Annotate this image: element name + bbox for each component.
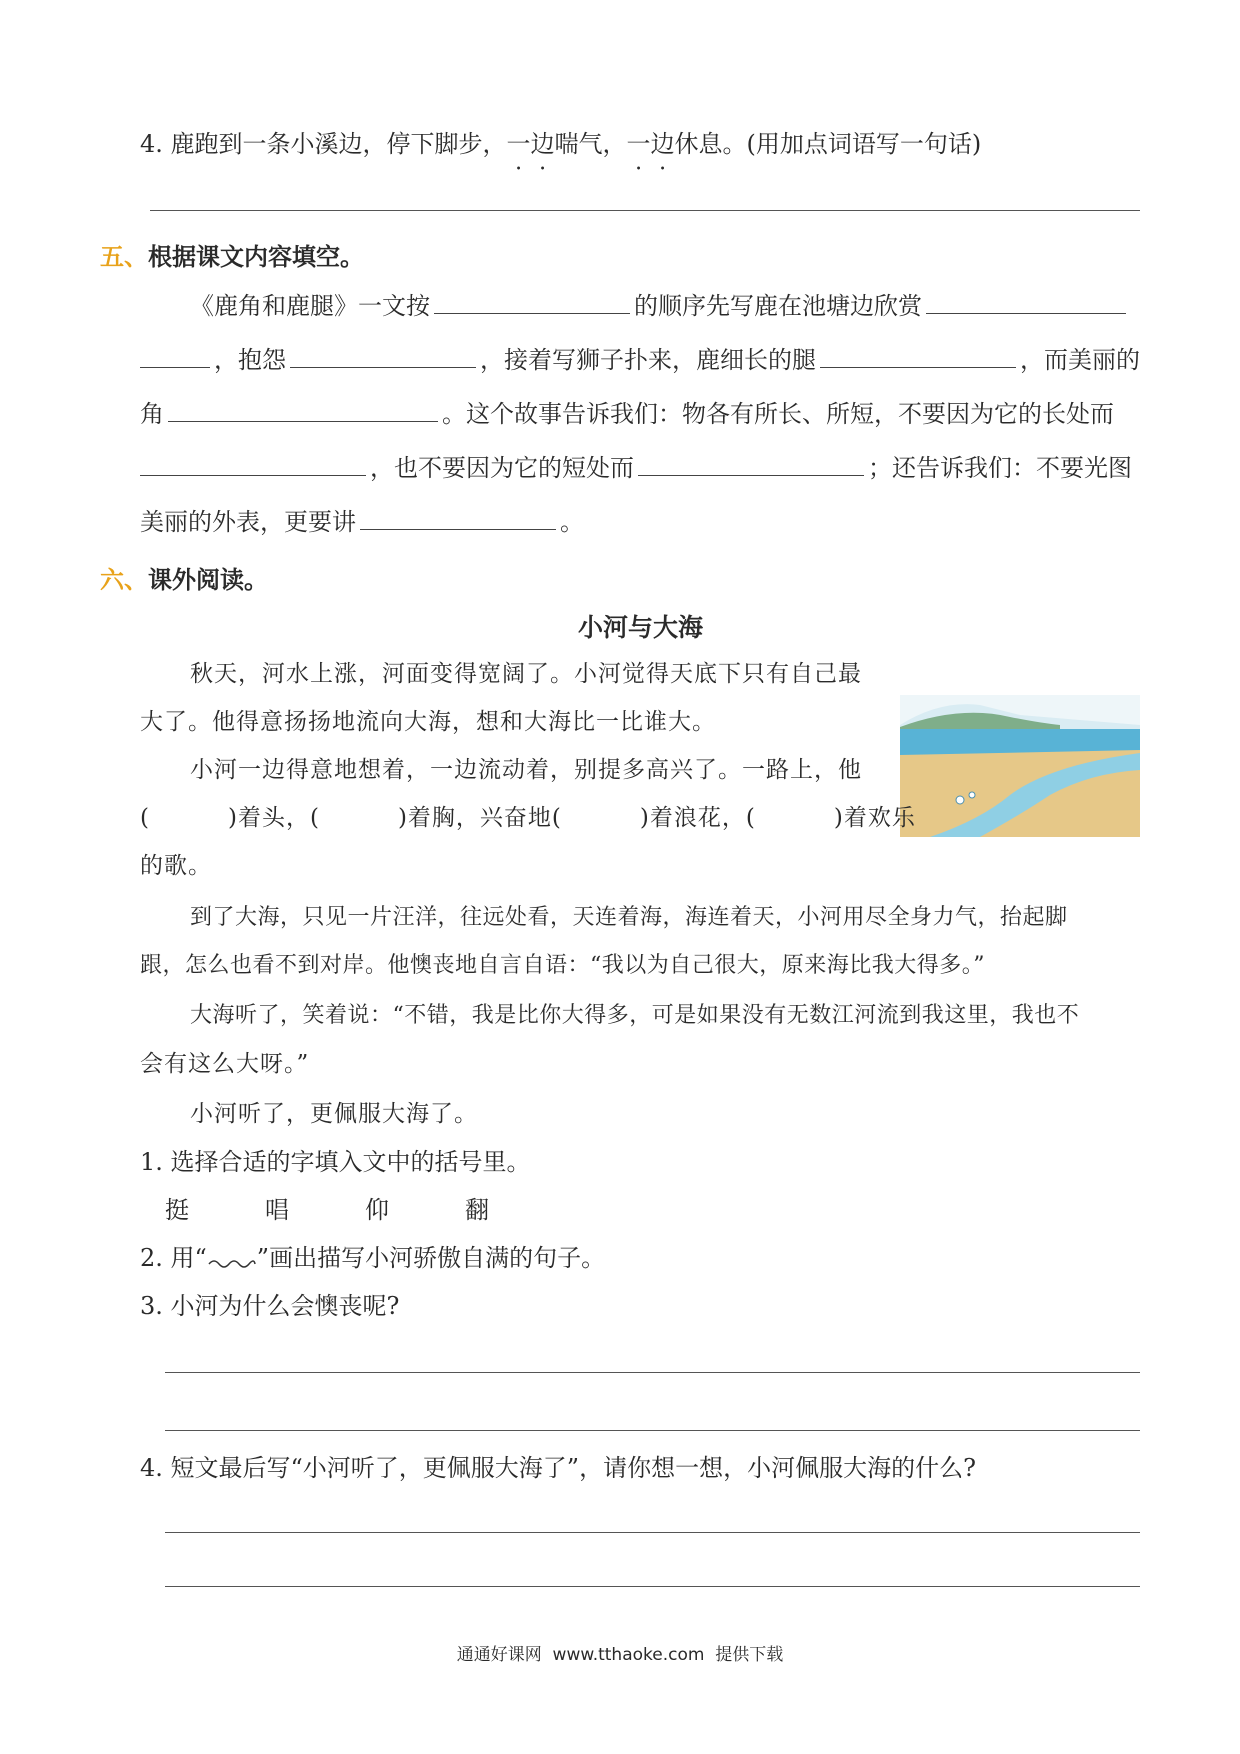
fill-line-1 bbox=[190, 290, 1130, 322]
answer-line[interactable] bbox=[165, 1430, 1140, 1431]
option-char[interactable]: 挺 bbox=[165, 1196, 189, 1224]
story-p2-line2 bbox=[140, 802, 916, 834]
q2-text: 2. 用“ bbox=[140, 1244, 207, 1272]
answer-line[interactable] bbox=[165, 1586, 1140, 1587]
fill-line-3 bbox=[140, 398, 1114, 430]
story-text: ( bbox=[140, 805, 150, 831]
fill-text: 角 bbox=[140, 400, 164, 428]
question-4: 4. 短文最后写“小河听了，更佩服大海了”，请你想一想，小河佩服大海的什么? bbox=[140, 1454, 976, 1482]
story-p5: 小河听了，更佩服大海了。 bbox=[190, 1101, 478, 1127]
q4-text-mid: 喘气， bbox=[554, 130, 627, 158]
fill-text: 美丽的外表，更要讲 bbox=[140, 508, 356, 536]
fill-blank[interactable] bbox=[140, 453, 366, 476]
story-p2-line3: 的歌。 bbox=[140, 853, 212, 879]
fill-text: ，而美丽的 bbox=[1020, 346, 1140, 374]
fill-blank[interactable] bbox=[360, 507, 556, 530]
story-p1-line1: 秋天，河水上涨，河面变得宽阔了。小河觉得天底下只有自己最 bbox=[190, 661, 862, 687]
q2-text: ”画出描写小河骄傲自满的句子。 bbox=[256, 1244, 606, 1272]
fill-blank[interactable] bbox=[926, 291, 1126, 314]
dotted-char: 一 bbox=[506, 130, 531, 158]
section-number: 六、 bbox=[100, 566, 148, 594]
answer-line[interactable] bbox=[150, 210, 1140, 211]
story-title: 小河与大海 bbox=[578, 613, 704, 642]
river-sea-illustration bbox=[900, 695, 1140, 837]
question-1: 1. 选择合适的字填入文中的括号里。 bbox=[140, 1148, 531, 1176]
fill-line-5 bbox=[140, 506, 584, 538]
footer-text: 通通好课网 www.tthaoke.com 提供下载 bbox=[456, 1645, 784, 1665]
section-5-heading bbox=[100, 237, 364, 272]
section-6-heading bbox=[100, 560, 268, 595]
prev-question-4 bbox=[140, 128, 981, 160]
fill-text: ；还告诉我们：不要光图 bbox=[868, 454, 1132, 482]
story-p4-line2: 会有这么大呀。” bbox=[140, 1051, 310, 1077]
fill-text: 的顺序先写鹿在池塘边欣赏 bbox=[634, 292, 922, 320]
fill-blank[interactable] bbox=[434, 291, 630, 314]
story-text: )着胸，兴奋地( bbox=[397, 805, 562, 831]
fill-blank[interactable] bbox=[290, 345, 476, 368]
fill-blank[interactable] bbox=[168, 399, 438, 422]
story-p2-line1: 小河一边得意地想着，一边流动着，别提多高兴了。一路上，他 bbox=[190, 757, 862, 783]
story-text: )着浪花，( bbox=[639, 805, 756, 831]
fill-text: 。 bbox=[560, 508, 584, 536]
story-p4-line1: 大海听了，笑着说：“不错，我是比你大得多，可是如果没有无数江河流到我这里，我也不 bbox=[190, 1003, 1080, 1028]
story-p3-line1: 到了大海，只见一片汪洋，往远处看，天连着海，海连着天，小河用尽全身力气，抬起脚 bbox=[190, 905, 1068, 930]
fill-text: ，也不要因为它的短处而 bbox=[370, 454, 634, 482]
q4-text-post: 休息。(用加点词语写一句话) bbox=[674, 130, 982, 158]
dotted-char: 边 bbox=[530, 130, 555, 158]
dotted-char: 边 bbox=[650, 130, 675, 158]
fill-text: 《鹿角和鹿腿》一文按 bbox=[190, 292, 430, 320]
option-char[interactable]: 仰 bbox=[365, 1196, 389, 1224]
section-number: 五、 bbox=[100, 243, 148, 271]
section-title: 根据课文内容填空。 bbox=[148, 243, 364, 271]
fill-line-4 bbox=[140, 452, 1132, 484]
fill-text: ，接着写狮子扑来，鹿细长的腿 bbox=[480, 346, 816, 374]
story-p3-line2: 跟，怎么也看不到对岸。他懊丧地自言自语：“我以为自己很大，原来海比我大得多。” bbox=[140, 953, 985, 978]
answer-line[interactable] bbox=[165, 1532, 1140, 1533]
option-char[interactable]: 唱 bbox=[265, 1196, 289, 1224]
section-title: 课外阅读。 bbox=[148, 566, 268, 594]
fill-blank[interactable] bbox=[820, 345, 1016, 368]
q1-options bbox=[165, 1194, 565, 1226]
fill-text: ，抱怨 bbox=[214, 346, 286, 374]
story-text: )着头，( bbox=[227, 805, 320, 831]
q4-text-pre: 4. 鹿跑到一条小溪边，停下脚步， bbox=[140, 130, 507, 158]
question-2 bbox=[140, 1242, 605, 1274]
option-char[interactable]: 翻 bbox=[465, 1196, 489, 1224]
fill-blank[interactable] bbox=[638, 453, 864, 476]
story-text: )着欢乐 bbox=[833, 805, 916, 831]
fill-blank[interactable] bbox=[140, 345, 210, 368]
dotted-char: 一 bbox=[626, 130, 651, 158]
fill-line-2 bbox=[140, 344, 1140, 376]
wavy-line-icon bbox=[207, 1246, 257, 1270]
answer-line[interactable] bbox=[165, 1372, 1140, 1373]
question-3: 3. 小河为什么会懊丧呢? bbox=[140, 1292, 400, 1320]
story-p1-line2: 大了。他得意扬扬地流向大海，想和大海比一比谁大。 bbox=[140, 709, 716, 735]
fill-text: 。这个故事告诉我们：物各有所长、所短，不要因为它的长处而 bbox=[442, 400, 1114, 428]
